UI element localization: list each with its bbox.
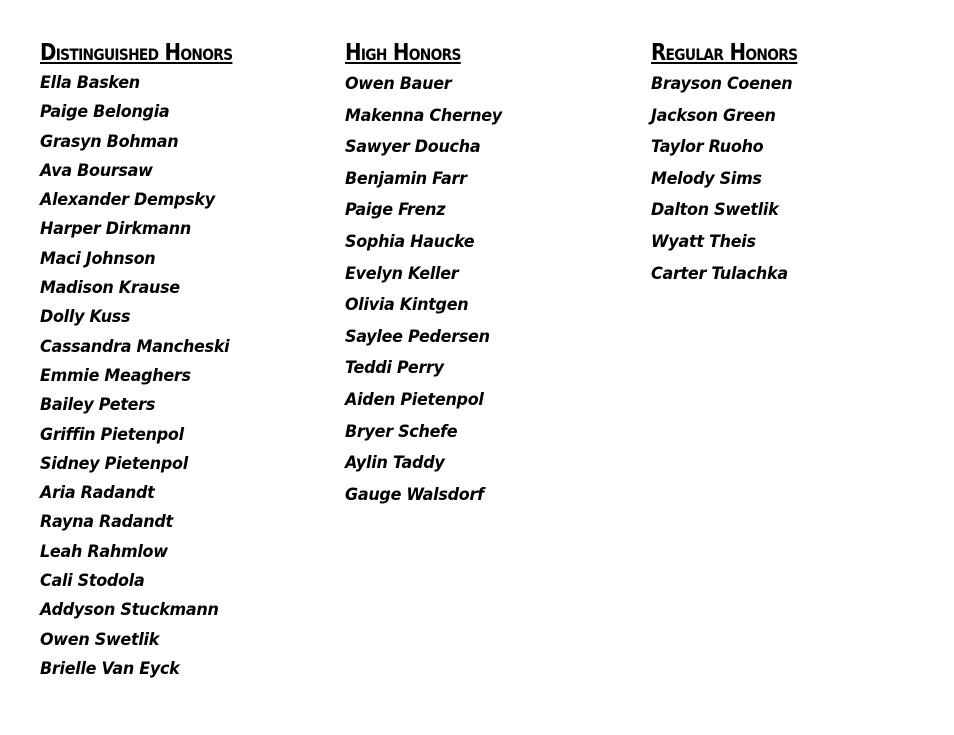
student-name: Evelyn Keller	[345, 263, 459, 284]
student-name: Brayson Coenen	[651, 74, 793, 94]
regular-honors-heading: Regular Honors	[651, 40, 798, 66]
student-name: Melody Sims	[651, 168, 762, 189]
student-name: Ava Boursaw	[40, 160, 153, 181]
student-name: Aiden Pietenpol	[345, 389, 484, 410]
student-name: Makenna Cherney	[345, 105, 502, 126]
student-name: Cali Stodola	[40, 571, 145, 592]
student-name: Olivia Kintgen	[345, 295, 469, 316]
student-name: Rayna Radandt	[40, 512, 173, 533]
student-name: Wyatt Theis	[651, 231, 756, 252]
student-name: Leah Rahmlow	[40, 541, 168, 562]
student-name: Paige Frenz	[345, 200, 446, 221]
student-name: Cassandra Mancheski	[40, 336, 230, 357]
student-name: Benjamin Farr	[345, 168, 467, 189]
student-name: Sidney Pietenpol	[40, 453, 188, 474]
student-name: Dolly Kuss	[40, 307, 131, 328]
student-name: Maci Johnson	[40, 248, 156, 269]
distinguished-honors-heading: Distinguished Honors	[40, 40, 233, 66]
student-name: Sawyer Doucha	[345, 137, 481, 158]
student-name: Madison Krause	[40, 278, 180, 299]
student-name: Emmie Meaghers	[40, 365, 191, 386]
student-name: Aylin Taddy	[345, 453, 445, 474]
student-name: Bailey Peters	[40, 395, 156, 416]
student-name: Ella Basken	[40, 73, 140, 93]
regular-honors-column	[651, 40, 941, 290]
high-honors-list	[345, 69, 635, 511]
student-name: Gauge Walsdorf	[345, 484, 484, 505]
student-name: Grasyn Bohman	[40, 131, 179, 152]
student-name: Sophia Haucke	[345, 231, 475, 252]
regular-honors-list	[651, 69, 941, 290]
distinguished-honors-column	[40, 40, 330, 684]
high-honors-heading: High Honors	[345, 40, 461, 66]
student-name: Griffin Pietenpol	[40, 424, 184, 445]
student-name: Brielle Van Eyck	[40, 658, 180, 679]
student-name: Harper Dirkmann	[40, 219, 191, 240]
student-name: Teddi Perry	[345, 358, 444, 379]
student-name: Owen Bauer	[345, 74, 452, 94]
student-name: Taylor Ruoho	[651, 137, 764, 158]
high-honors-column	[345, 40, 635, 511]
student-name: Addyson Stuckmann	[40, 600, 219, 621]
student-name: Paige Belongia	[40, 102, 170, 123]
student-name: Bryer Schefe	[345, 421, 458, 442]
student-name: Alexander Dempsky	[40, 190, 215, 211]
distinguished-honors-list	[40, 69, 330, 684]
student-name: Carter Tulachka	[651, 263, 788, 284]
student-name: Saylee Pedersen	[345, 326, 490, 347]
student-name: Dalton Swetlik	[651, 200, 779, 221]
student-name: Aria Radandt	[40, 483, 155, 504]
student-name: Owen Swetlik	[40, 629, 160, 650]
student-name: Jackson Green	[651, 105, 776, 126]
